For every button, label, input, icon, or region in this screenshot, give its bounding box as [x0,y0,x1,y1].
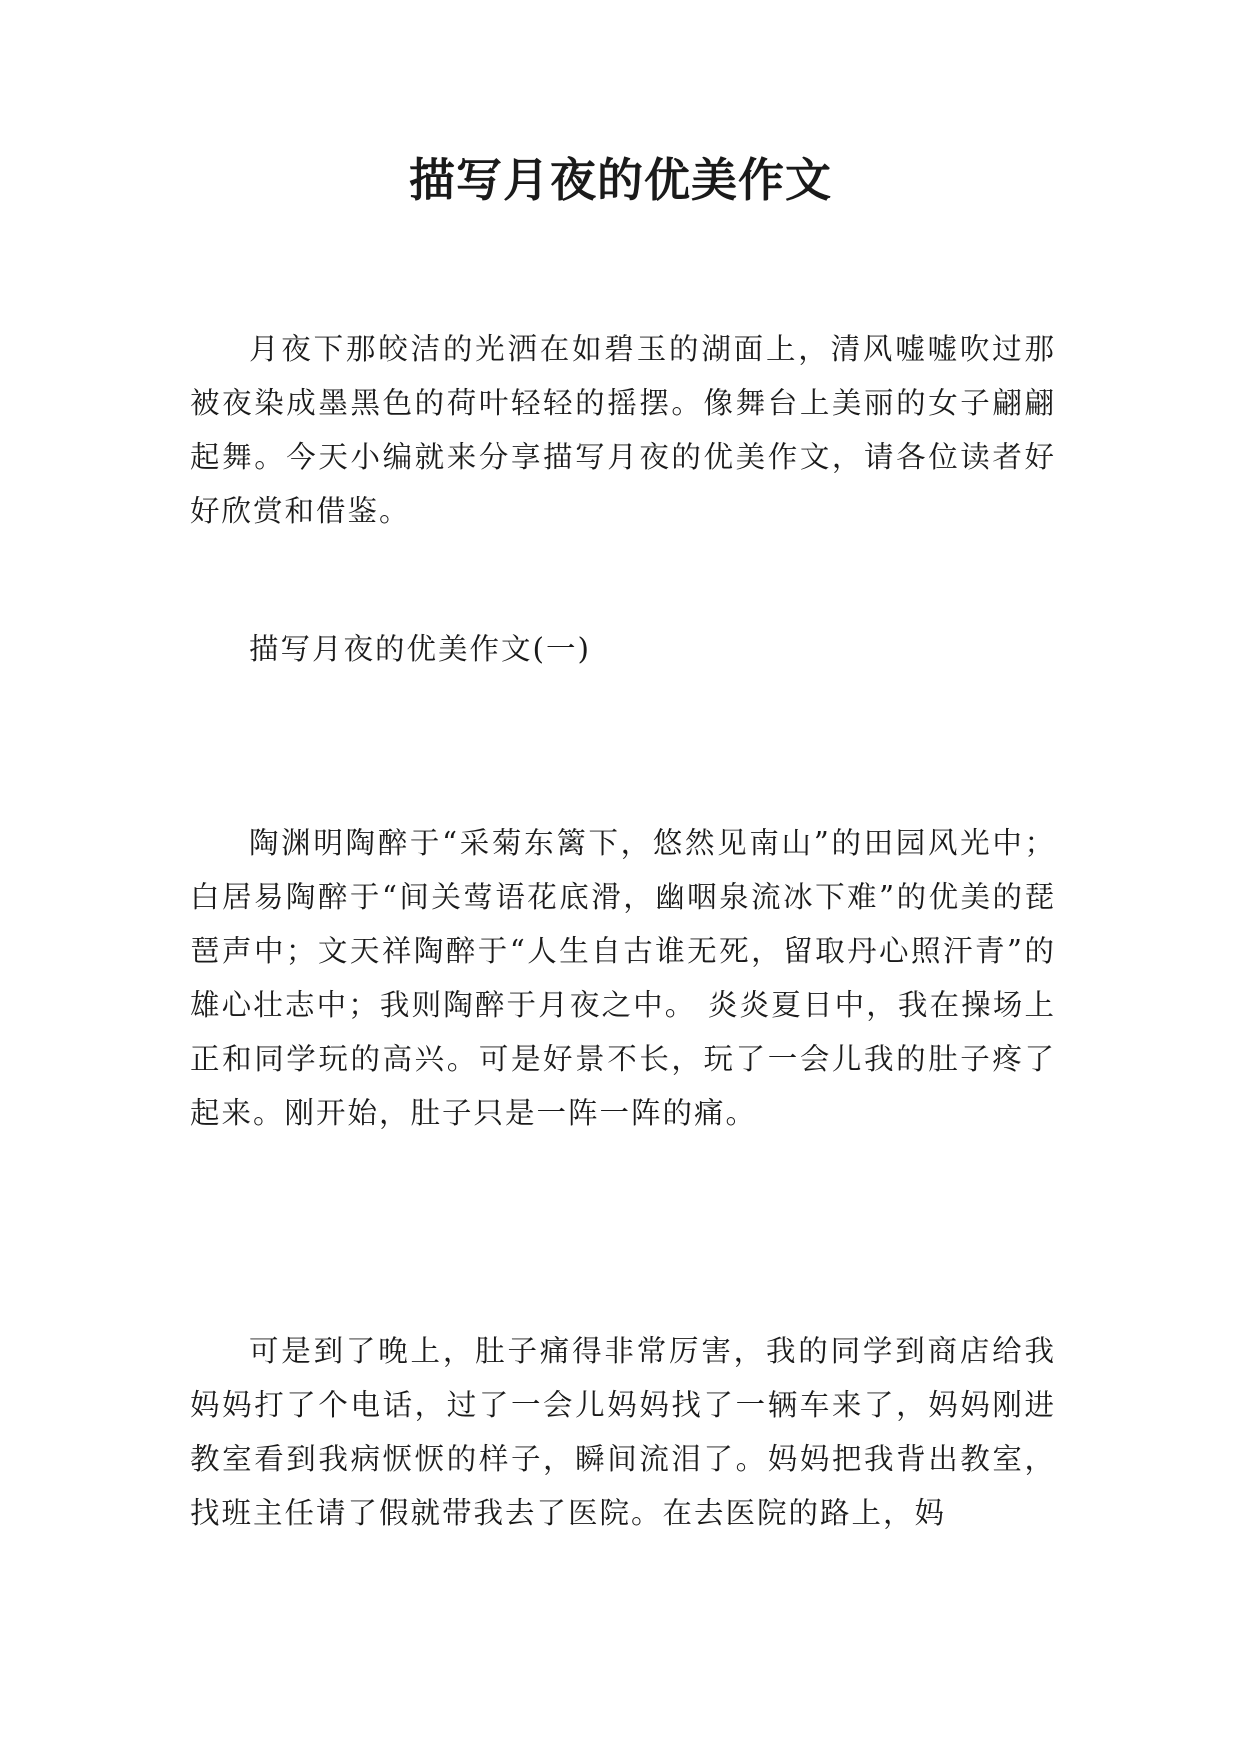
section-heading: 描写月夜的优美作文(一) [249,632,592,666]
body-paragraph: 陶渊明陶醉于“采菊东篱下，悠然见南山”的田园风光中；白居易陶醉于“间关莺语花底滑，幽咽泉流冰下难”的优美的琵琶声中；文天祥陶醉于“人生自古谁无死，留取丹心照汗青”的雄心壮志中；我则陶醉于月夜之中。 炎炎夏日中，我在操场上正和同学玩的高兴。可是好景不长，玩了一会儿我的肚子疼了起来。刚开始，肚子只是一阵一阵的痛。 [190,826,1056,1130]
document-title: 描写月夜的优美作文 [409,153,832,207]
body-paragraph: 可是到了晚上，肚子痛得非常厉害，我的同学到商店给我妈妈打了个电话，过了一会儿妈妈找了一辆车来了，妈妈刚进教室看到我病恹恹的样子，瞬间流泪了。妈妈把我背出教室，找班主任请了假就带我去了医院。在去医院的路上，妈 [190,1334,1056,1530]
intro-paragraph: 月夜下那皎洁的光洒在如碧玉的湖面上，清风嘘嘘吹过那被夜染成墨黑色的荷叶轻轻的摇摆。像舞台上美丽的女子翩翩起舞。今天小编就来分享描写月夜的优美作文，请各位读者好好欣赏和借鉴。 [190,332,1056,528]
